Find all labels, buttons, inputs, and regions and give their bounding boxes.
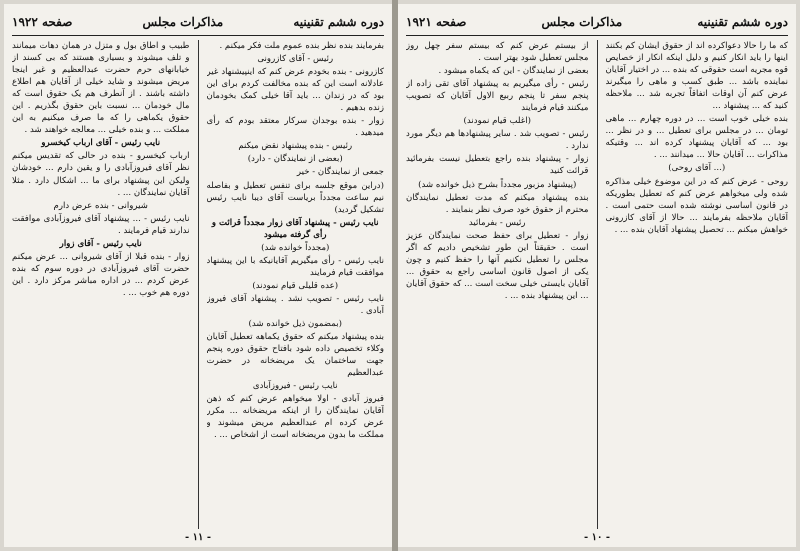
paragraph: زوار - بنده قبلا از آقای شیروانی ... عرض میکنم حضرت آقای فیروزآبادی در دوره سوم که بنده عرض کردم ... در اداره مباشر مرکز دارد . این دوره هم خوب ... . bbox=[12, 251, 190, 298]
centered-note: (بمضمون ذیل خوانده شد) bbox=[248, 319, 342, 330]
centered-note: (... آقای روحی) bbox=[668, 163, 726, 174]
paragraph: طبیب و اطاق بول و متزل در همان دهات میمانند و تلف میشوند و بسیاری هستند که بی کسند از خیابانهای حرم حضرت عبدالعظیم و غیر اینجا مریض میشوند و شاید خیلی از آقایان هم اطلاع داشته باشند . از آنطرف هم یک حقوق است که مال خودمان ... نسبت باین حقوق بگذریم . این حقوق یکماهی را که ما صرف میکنیم به این مملکت ... و بنده خیلی ... معالجه خواهند شد . bbox=[12, 41, 190, 136]
centered-note: (بعضی از نمایندگان - دارد) bbox=[247, 154, 343, 165]
page-number-label: صفحه ۱۹۲۲ bbox=[12, 15, 73, 29]
paragraph: رئیس - رأی میگیریم به پیشنهاد آقای تقی زاده از پنجم سفر تا پنجم ربیع الاول آقایان که تصویب میکنند قیام فرمایند bbox=[406, 79, 589, 114]
right-page-columns bbox=[406, 40, 788, 529]
centered-note: رئیس - آقای کازرونی bbox=[257, 54, 334, 65]
paragraph: نایب رئیس - رأی میگیریم آقایانیکه با این پیشنهاد موافقت قیام فرمایند bbox=[206, 255, 384, 278]
paragraph: بفرمایند بنده نظر بنده عموم ملت فکر میکنم . bbox=[219, 41, 384, 51]
session-label: دوره ششم تقنينيه bbox=[697, 15, 788, 29]
column-divider bbox=[198, 40, 199, 529]
paragraph: کازرونی - بنده بخودم عرض کنم که اینپیشنهاد غیر عادلانه است این که بنده مخالفت کردم برای این بود که در زندان ... باید آقا خیلی کمک بخودمان زنده بدهیم . bbox=[206, 67, 384, 114]
centered-note: (مجدداً خوانده شد) bbox=[261, 242, 330, 253]
text-column-right bbox=[207, 40, 385, 529]
paragraph: نایب رئیس - تصویب نشد . پیشنهاد آقای فیروز آبادی . bbox=[206, 293, 384, 316]
paragraph: بنده خیلی خوب است ... در دوره چهارم ... ماهی تومان ... در مجلس برای تعطیل ... و در نظر ... بود ... که آقایان پیشنهاد کرده اند ... وقتیکه مذاکرات ... آقایان حالا ... میدانند ... . bbox=[605, 114, 788, 161]
paragraph: بنده پیشنهاد میکنم که حقوق یکماهه تعطیل آقایان وکلاء تخصیص داده شود بافتاح حقوق دوره پنجم جهت ساختمان یک مریضخانه در حضرت عبدالعظیم bbox=[206, 332, 384, 379]
header-rule bbox=[406, 35, 788, 36]
centered-note: رئیس - بنده پیشنهاد نقض میکنم bbox=[238, 141, 353, 152]
right-page-header bbox=[406, 10, 788, 34]
paragraph: جمعی از نمایندگان - خیر bbox=[296, 167, 384, 178]
paragraph: زوار - پیشنهاد بنده راجع بتعطیل نیست بفرمائید قرائت کنید bbox=[406, 154, 589, 177]
paragraph: رئیس - تصویب شد . سایر پیشنهادها هم دیگر مورد ندارد . bbox=[406, 129, 589, 152]
left-page-header bbox=[12, 10, 384, 34]
centered-note: شیروانی - بنده عرض دارم bbox=[53, 200, 148, 211]
paragraph: زوار - بنده بوجدان سرکار معتقد بودم که رأی میدهید . bbox=[206, 116, 384, 139]
left-page-columns bbox=[12, 40, 384, 529]
paragraph: روحی - عرض کنم که در این موضوع خیلی مذاکره شده ولی میخواهم عرض کنم که تعطیل بطوریکه در قانون اساسی نوشته شده است حتمی است . آقایان ملاحظه بفرمایند ... حالا از آقای کازرونی خواهش میکنم ... تحصیل پیشنهاد آقایان بنده ... . bbox=[605, 176, 788, 235]
left-page bbox=[4, 4, 392, 547]
centered-note: (اغلب قیام نمودند) bbox=[463, 116, 531, 127]
paragraph: ارباب کیخسرو - بنده در حالی که تقدیس میکنم نظر آقای فیروزآبادی را و یقین دارم ... خودشان ولیکن این پیشنهاد برای ما ... اشکال دارد . مثلا آقایان نمایندگان ... . bbox=[12, 151, 190, 198]
paragraph: فیروز آبادی - اولا میخواهم عرض کنم که ذهن آقایان نمایندگان را از اینکه مریضخانه ... مکرر عرض کرده ام عبدالعظیم مریض میشوند و مملکت ما بدون مریضخانه است از اشخاص ... . bbox=[206, 394, 384, 441]
speaker-heading: نایب رئیس - آقای زوار bbox=[59, 238, 142, 249]
text-column-left bbox=[12, 40, 190, 529]
paragraph: از بیستم عرض کنم که بیستم سفر چهل روز مجلس تعطیل شود بهتر است . bbox=[406, 41, 589, 64]
centered-note: رئیس - بفرمائید bbox=[468, 217, 526, 228]
page-number-label: صفحه ۱۹۲۱ bbox=[406, 15, 467, 29]
speaker-heading: نایب رئیس - آقای ارباب کیخسرو bbox=[41, 138, 161, 149]
right-page bbox=[398, 4, 796, 547]
paragraph: بعضی از نمایندگان - این که یکماه میشود . bbox=[438, 66, 589, 77]
page-title: مذاكرات مجلس bbox=[142, 15, 224, 29]
text-column-left bbox=[406, 40, 589, 529]
page-folio: - ۱۱ - bbox=[184, 532, 211, 543]
speaker-heading: نایب رئیس - پیشنهاد آقای زوار مجدداً قرائت و رأی گرفته میشود bbox=[211, 217, 379, 240]
session-label: دوره ششم تقنينيه bbox=[293, 15, 384, 29]
centered-note: (پیشنهاد مزبور مجدداً بشرح ذیل خوانده شد) bbox=[418, 179, 577, 190]
paragraph: (دراین موقع جلسه برای تنفس تعطیل و بفاصله نیم ساعت مجدداً بریاست آقای دیبا نایب رئیس تشکیل گردید) bbox=[206, 180, 384, 215]
paragraph: زوار - تعطیل برای حفظ صحت نمایندگان عزیز است . حقیقتاً این طور تشخیص دادیم که اگر مجلس را تعطیل نکنیم آنها را حفظ کنیم و چون یکی از اصول قانون اساسی راجع به حقوق ... آقایان بایستی خیلی سخت است ... که حقوق آقایان ... این پیشنهاد بنده ... . bbox=[406, 230, 589, 301]
paragraph: نایب رئیس - ... پیشنهاد آقای فیروزآبادی موافقت ندارند قیام فرمایند . bbox=[12, 213, 190, 236]
paragraph: بنده پیشنهاد میکنم که مدت تعطیل نمایندگان محترم از حقوق خود صرف نظر بنمایند . bbox=[406, 192, 589, 215]
centered-note: (عده قلیلی قیام نمودند) bbox=[252, 280, 339, 291]
page-title: مذاكرات مجلس bbox=[541, 15, 623, 29]
centered-note: نایب رئیس - فیروزآبادی bbox=[252, 381, 338, 392]
header-rule bbox=[12, 35, 384, 36]
column-divider bbox=[597, 40, 598, 529]
paragraph: که ما را حالا دعواکرده اند از حقوق ایشان کم بکنند اینها را باید انکار کنیم و دلیل اینکه انکار از خصایص قوه مجریه است حقوقی که بنده ... در اختیار آقایان نماینده باشد ... طبق کسب و ماهی را میگیرند عرض کنم آن اوقات اتفاقاً تجربه شد ... ملاحظه کنید که ... پیشنهاد ... bbox=[605, 41, 788, 112]
text-column-right bbox=[606, 40, 789, 529]
page-folio: - ۱۰ - bbox=[583, 532, 610, 543]
